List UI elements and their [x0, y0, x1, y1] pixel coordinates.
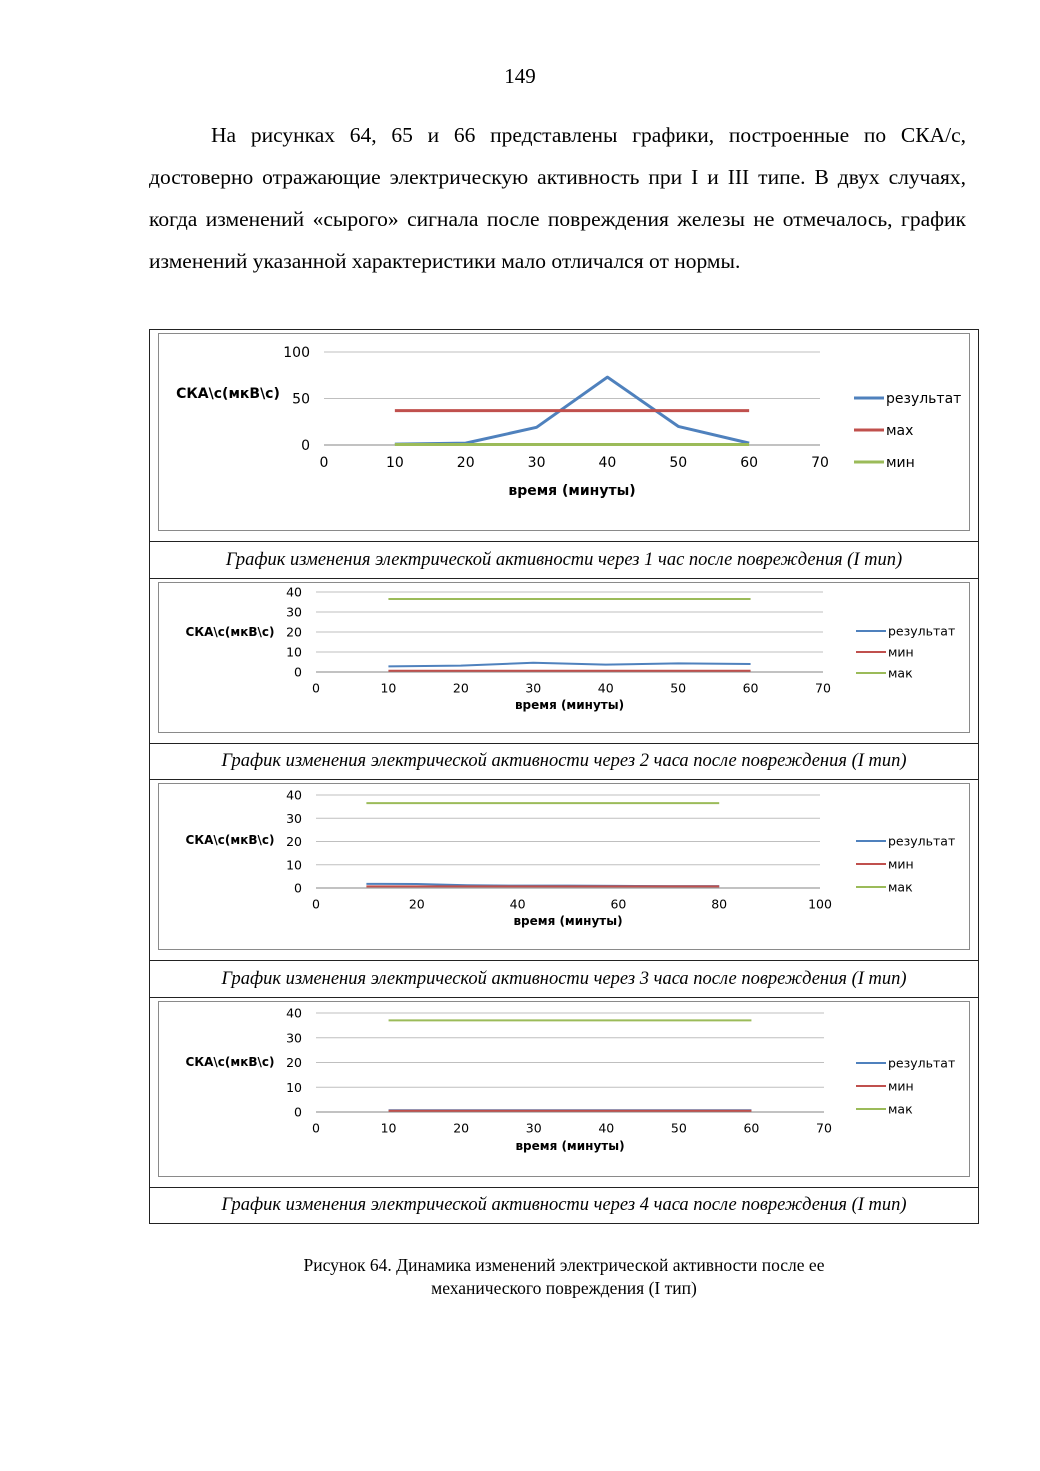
x-tick-label: 10 — [380, 680, 397, 696]
x-tick-label: 40 — [509, 896, 526, 912]
legend-label: мак — [888, 1101, 913, 1117]
x-tick-label: 50 — [670, 1120, 687, 1136]
x-axis-label: время (минуты) — [508, 483, 636, 499]
legend-label: мин — [888, 644, 914, 660]
x-tick-label: 20 — [456, 455, 475, 471]
y-tick-label: 30 — [286, 810, 302, 826]
x-tick-label: 100 — [808, 896, 832, 912]
x-tick-label: 60 — [740, 455, 759, 471]
x-tick-label: 20 — [453, 1120, 470, 1136]
legend-label: мин — [886, 454, 915, 471]
chart-cell-1 — [150, 330, 978, 542]
y-tick-label: 10 — [286, 644, 302, 660]
x-tick-label: 0 — [312, 896, 320, 912]
y-tick-label: 0 — [301, 438, 310, 455]
y-axis-label: СКА\с(мкВ\с) — [185, 625, 275, 639]
legend-label: результат — [888, 833, 956, 849]
y-tick-label: 40 — [286, 584, 302, 600]
figure-caption-line-2: механического повреждения (I тип) — [431, 1278, 697, 1298]
chart-1-hour — [150, 330, 978, 542]
x-tick-label: 0 — [319, 455, 329, 471]
y-tick-label: 20 — [286, 834, 302, 849]
x-tick-label: 40 — [597, 680, 614, 696]
y-tick-label: 40 — [286, 1005, 302, 1021]
chart-cell-4 — [150, 998, 978, 1188]
legend-label: результат — [888, 623, 956, 639]
y-tick-label: 20 — [286, 1055, 302, 1070]
y-tick-label: 10 — [286, 857, 302, 873]
x-tick-label: 10 — [380, 1120, 397, 1136]
y-axis-label: СКА\с(мкВ\с) — [176, 386, 280, 402]
x-axis-label: время (минуты) — [514, 698, 625, 712]
chart-cell-2 — [150, 579, 978, 744]
y-tick-label: 10 — [286, 1079, 302, 1095]
figure-caption — [149, 1254, 979, 1300]
y-tick-label: 30 — [286, 1030, 302, 1046]
legend-label: мин — [888, 856, 914, 872]
x-tick-label: 40 — [598, 1120, 615, 1136]
figure-caption-line-1: Рисунок 64. Динамика изменений электрической активности после ее — [303, 1255, 825, 1275]
x-tick-label: 20 — [452, 680, 469, 696]
legend-label: мак — [888, 879, 913, 895]
y-tick-label: 0 — [294, 880, 302, 896]
x-tick-label: 80 — [711, 896, 728, 912]
y-tick-label: 100 — [283, 345, 310, 362]
x-tick-label: 60 — [742, 680, 759, 696]
x-tick-label: 0 — [312, 680, 320, 696]
y-tick-label: 40 — [286, 787, 302, 803]
chart-caption-3: График изменения электрической активности через 3 часа после повреждения (I тип) — [150, 961, 978, 998]
x-tick-label: 30 — [527, 455, 546, 471]
chart-4-hours — [150, 998, 978, 1188]
y-tick-label: 0 — [294, 1104, 302, 1120]
x-tick-label: 70 — [811, 455, 829, 471]
x-tick-label: 0 — [312, 1120, 320, 1136]
x-tick-label: 70 — [816, 1120, 832, 1136]
chart-caption-1: График изменения электрической активности через 1 час после повреждения (I тип) — [150, 542, 978, 579]
x-tick-label: 30 — [525, 680, 542, 696]
x-tick-label: 60 — [743, 1120, 760, 1136]
x-axis-label: время (минуты) — [513, 914, 623, 928]
chart-cell-3 — [150, 780, 978, 961]
x-tick-label: 40 — [598, 455, 617, 471]
series-line-1 — [388, 663, 750, 667]
legend-label: результат — [886, 390, 962, 407]
legend-label: мах — [886, 422, 914, 439]
x-tick-label: 10 — [385, 455, 404, 471]
body-paragraph: На рисунках 64, 65 и 66 представлены графики, построенные по СКА/с, достоверно отражающие электрическую активность при I и III типе. В двух случаях, когда изменений «сырого» сигнала после повреждения железы не отмечалось, график изменений указанной характеристики мало отличался от нормы. — [149, 123, 966, 273]
x-tick-label: 20 — [408, 896, 425, 912]
y-tick-label: 50 — [292, 391, 310, 408]
chart-2-hours — [150, 579, 978, 744]
legend-label: результат — [888, 1055, 956, 1071]
figure-table — [149, 329, 979, 1224]
x-tick-label: 50 — [669, 455, 688, 471]
y-tick-label: 0 — [294, 664, 302, 680]
x-tick-label: 30 — [525, 1120, 542, 1136]
chart-3-hours — [150, 780, 978, 961]
x-axis-label: время (минуты) — [515, 1139, 625, 1153]
x-tick-label: 70 — [815, 680, 831, 696]
page-number: 149 — [504, 64, 536, 88]
y-axis-label: СКА\с(мкВ\с) — [185, 1055, 275, 1069]
chart-caption-4: График изменения электрической активности через 4 часа после повреждения (I тип) — [221, 1195, 907, 1215]
y-tick-label: 30 — [286, 604, 302, 620]
legend-label: мин — [888, 1078, 914, 1094]
legend-label: мак — [888, 665, 913, 681]
y-tick-label: 20 — [286, 624, 302, 640]
y-axis-label: СКА\с(мкВ\с) — [185, 833, 275, 847]
x-tick-label: 50 — [670, 680, 687, 696]
x-tick-label: 60 — [610, 896, 627, 912]
chart-caption-2: График изменения электрической активности через 2 часа после повреждения (I тип) — [150, 744, 978, 780]
